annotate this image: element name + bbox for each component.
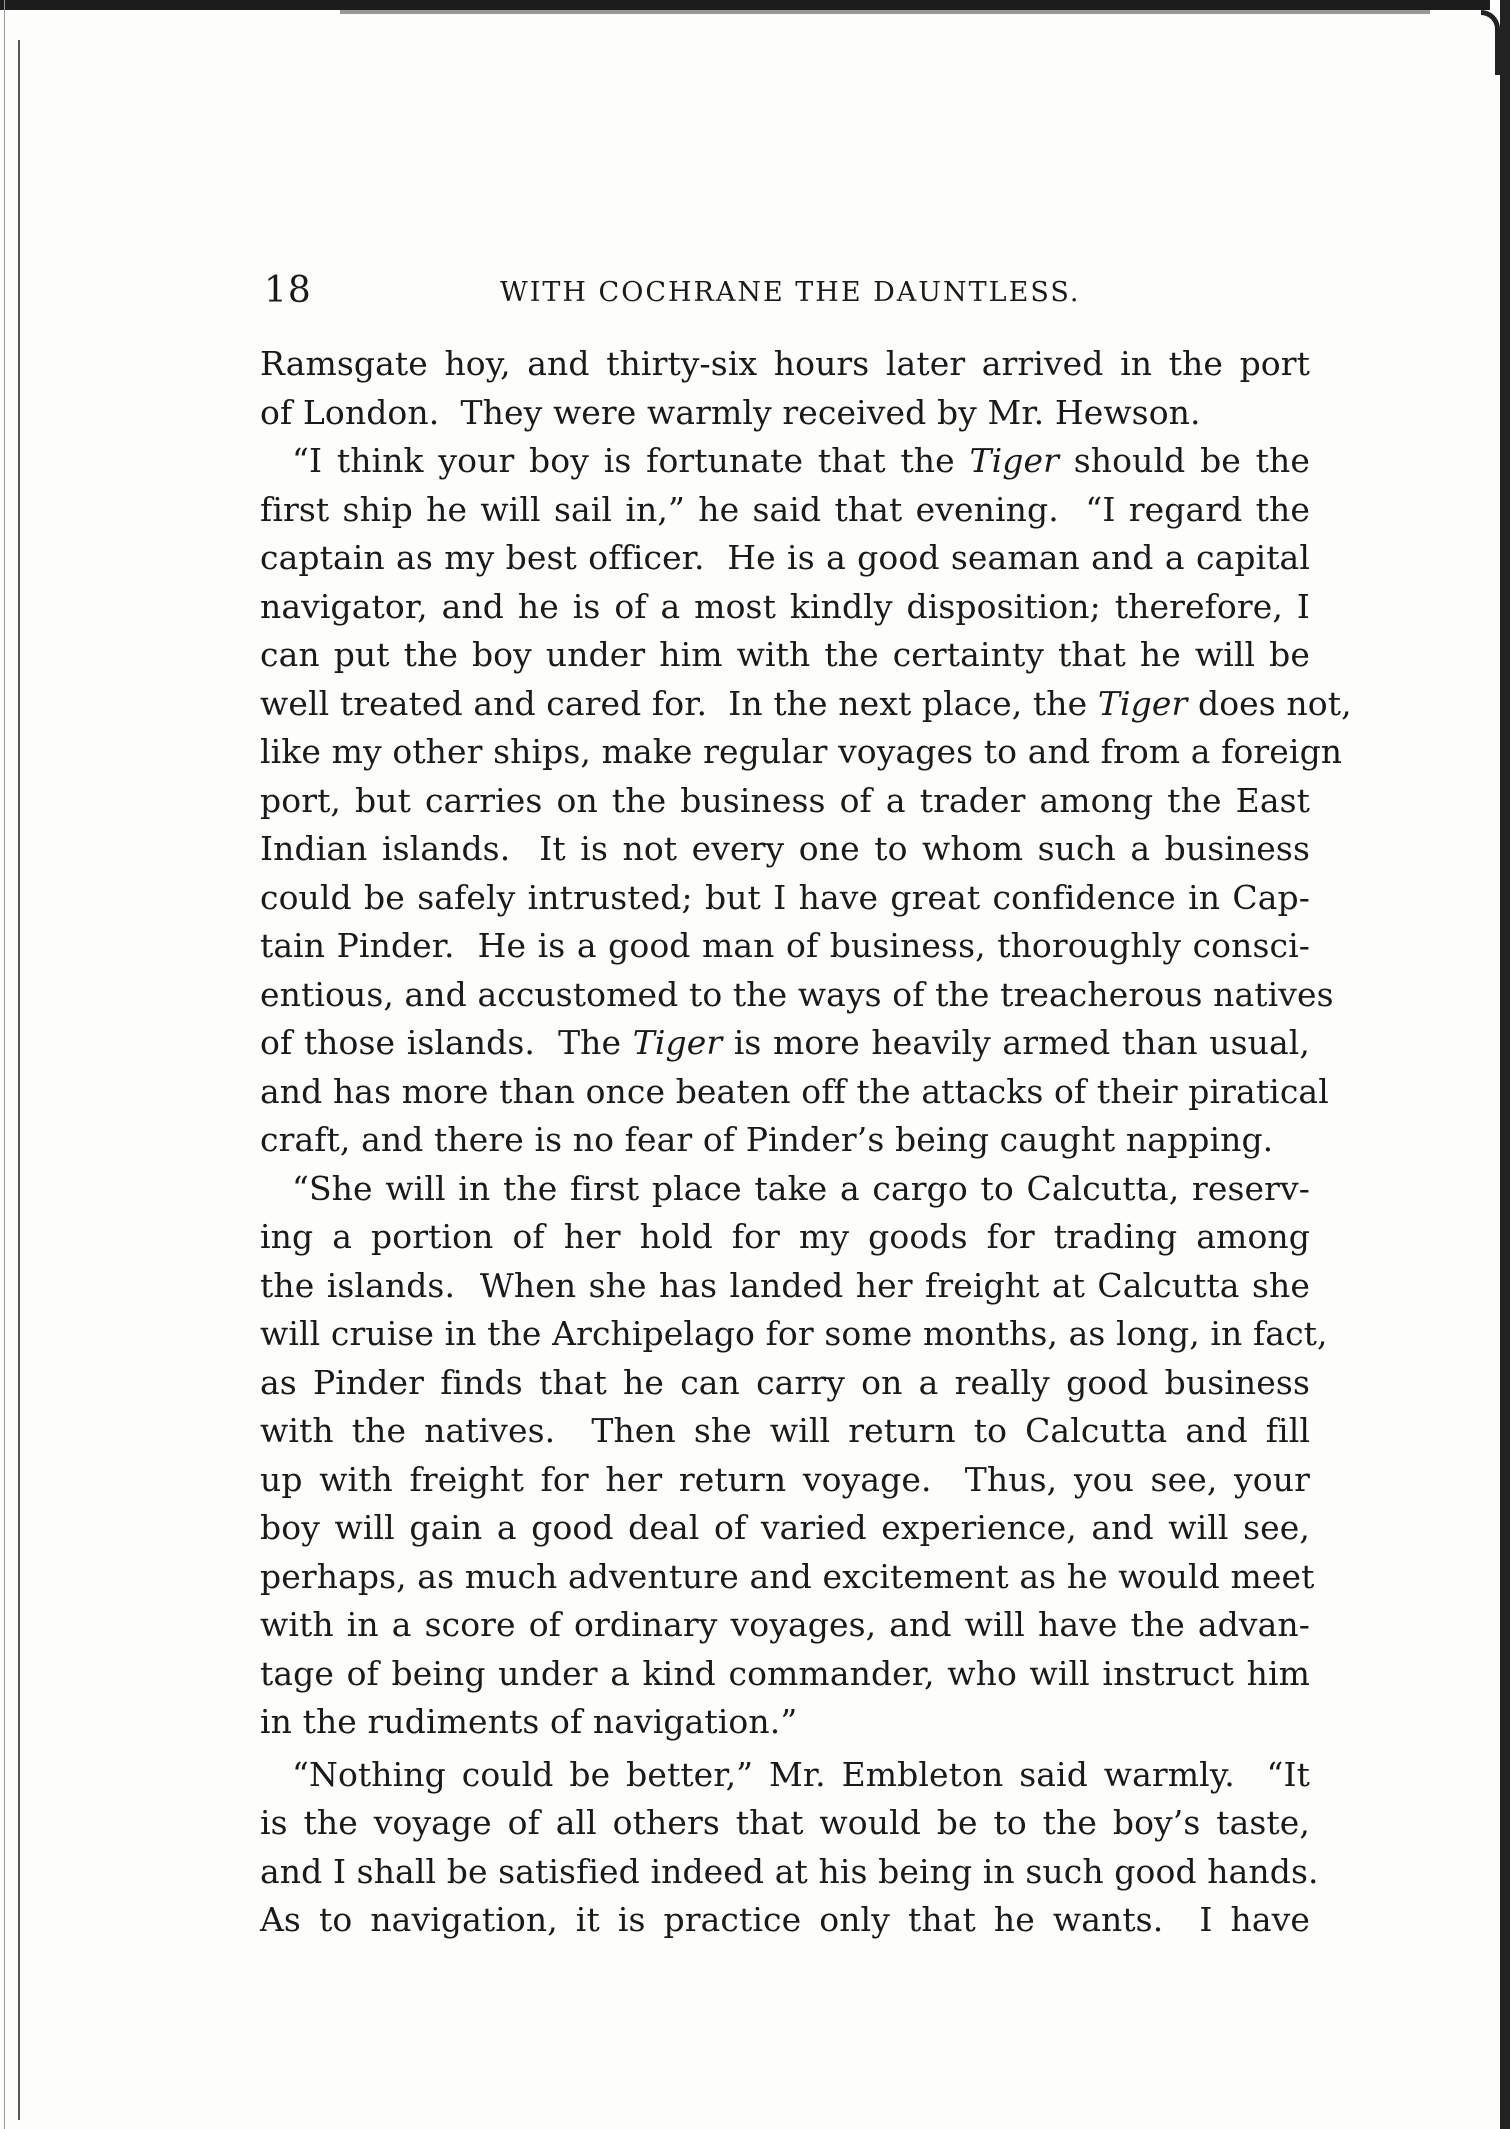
page-left-border bbox=[18, 40, 20, 2120]
text-line bbox=[260, 1848, 1319, 1897]
text-line bbox=[260, 874, 1310, 923]
text-line bbox=[260, 1698, 1310, 1747]
text-line bbox=[260, 486, 1310, 535]
text-line bbox=[260, 389, 1310, 438]
text-segment: is the voyage of all others that would be to the boy’s taste, bbox=[260, 1803, 1310, 1842]
text-segment: does not, bbox=[1187, 683, 1352, 723]
text-line bbox=[260, 1650, 1310, 1699]
text-segment: navigator, and he is of a most kindly disposition; therefore, I bbox=[260, 586, 1310, 626]
text-segment: as Pinder finds that he can carry on a really good business bbox=[260, 1362, 1310, 1402]
text-line bbox=[260, 437, 1310, 486]
text-line bbox=[260, 340, 1310, 389]
text-segment: Indian islands. It is not every one to whom such a business bbox=[260, 829, 1310, 868]
text-line bbox=[260, 1896, 1310, 1945]
italic-ship-name: Tiger bbox=[632, 1023, 723, 1062]
page-left-edge bbox=[4, 0, 5, 2129]
text-segment: first ship he will sail in,” he said that evening. “I regard the bbox=[260, 489, 1310, 529]
text-segment: boy will gain a good deal of varied experience, and will see, bbox=[260, 1508, 1310, 1547]
text-segment: will cruise in the Archipelago for some months, as long, in fact, bbox=[260, 1314, 1328, 1353]
text-line bbox=[260, 1116, 1310, 1165]
page-corner-curl bbox=[1481, 10, 1500, 75]
text-segment: ing a portion of her hold for my goods for trading among bbox=[260, 1217, 1310, 1256]
text-line bbox=[260, 1601, 1310, 1650]
text-segment: entious, and accustomed to the ways of the treacherous natives bbox=[260, 974, 1334, 1014]
text-line bbox=[260, 680, 1352, 729]
text-segment: up with freight for her return voyage. Thus, you see, your bbox=[260, 1459, 1310, 1499]
page-number: 18 bbox=[264, 270, 312, 311]
text-line bbox=[260, 1068, 1329, 1117]
text-segment: “She will in the first place take a cargo to Calcutta, reserv- bbox=[292, 1168, 1310, 1208]
text-segment: the islands. When she has landed her freight at Calcutta she bbox=[260, 1265, 1310, 1305]
text-line bbox=[260, 631, 1310, 680]
text-segment: is more heavily armed than usual, bbox=[722, 1023, 1310, 1062]
text-line bbox=[260, 971, 1334, 1020]
page-top-border-shadow bbox=[340, 10, 1430, 14]
text-line bbox=[260, 1262, 1310, 1311]
running-head bbox=[260, 258, 1310, 318]
text-line bbox=[260, 1310, 1328, 1359]
text-segment: should be the bbox=[1059, 441, 1310, 480]
text-line bbox=[260, 1504, 1310, 1553]
text-line bbox=[260, 1407, 1310, 1456]
italic-ship-name: Tiger bbox=[1097, 683, 1188, 723]
text-segment: Ramsgate hoy, and thirty-six hours later arrived in the port bbox=[260, 344, 1310, 383]
text-segment: of London. They were warmly received by Mr. Hewson. bbox=[260, 392, 1201, 432]
text-line bbox=[260, 583, 1310, 632]
text-segment: “Nothing could be better,” Mr. Embleton said warmly. “It bbox=[292, 1754, 1310, 1794]
text-line bbox=[260, 1165, 1310, 1214]
text-line bbox=[260, 534, 1310, 583]
text-segment: captain as my best officer. He is a good seaman and a capital bbox=[260, 538, 1310, 577]
text-segment: in the rudiments of navigation.” bbox=[260, 1702, 798, 1741]
text-line bbox=[260, 1456, 1310, 1505]
running-head-title: WITH COCHRANE THE DAUNTLESS. bbox=[500, 277, 1081, 308]
book-page bbox=[260, 258, 1352, 1945]
text-segment: can put the boy under him with the certainty that he will be bbox=[260, 635, 1310, 674]
text-segment: As to navigation, it is practice only that he wants. I have bbox=[260, 1900, 1310, 1939]
text-segment: tage of being under a kind commander, who will instruct him bbox=[260, 1653, 1310, 1693]
text-line bbox=[260, 777, 1310, 826]
text-segment: craft, and there is no fear of Pinder’s being caught napping. bbox=[260, 1120, 1274, 1159]
text-segment: could be safely intrusted; but I have great confidence in Cap- bbox=[260, 877, 1310, 917]
text-segment: and has more than once beaten off the attacks of their piratical bbox=[260, 1071, 1329, 1111]
text-segment: like my other ships, make regular voyages to and from a foreign bbox=[260, 732, 1343, 771]
text-line bbox=[260, 1019, 1310, 1068]
text-segment: with the natives. Then she will return to Calcutta and fill bbox=[260, 1411, 1310, 1450]
body-text bbox=[260, 340, 1352, 1945]
text-line bbox=[260, 922, 1310, 971]
italic-ship-name: Tiger bbox=[969, 441, 1060, 480]
text-line bbox=[260, 1213, 1310, 1262]
text-line bbox=[260, 1553, 1315, 1602]
text-segment: with in a score of ordinary voyages, and will have the advan- bbox=[260, 1605, 1310, 1644]
text-line bbox=[260, 728, 1343, 777]
text-line bbox=[260, 1751, 1310, 1800]
text-line bbox=[260, 1359, 1310, 1408]
text-segment: “I think your boy is fortunate that the bbox=[292, 441, 970, 480]
text-line bbox=[260, 825, 1310, 874]
text-line bbox=[260, 1799, 1310, 1848]
text-segment: tain Pinder. He is a good man of business, thoroughly consci- bbox=[260, 926, 1310, 965]
page-right-border bbox=[1500, 0, 1510, 2129]
text-segment: of those islands. The bbox=[260, 1023, 633, 1062]
text-segment: and I shall be satisfied indeed at his being in such good hands. bbox=[260, 1851, 1319, 1891]
text-segment: perhaps, as much adventure and excitement as he would meet bbox=[260, 1556, 1315, 1596]
text-segment: well treated and cared for. In the next place, the bbox=[260, 683, 1098, 723]
text-segment: port, but carries on the business of a trader among the East bbox=[260, 780, 1310, 820]
page-top-border bbox=[0, 0, 1490, 10]
